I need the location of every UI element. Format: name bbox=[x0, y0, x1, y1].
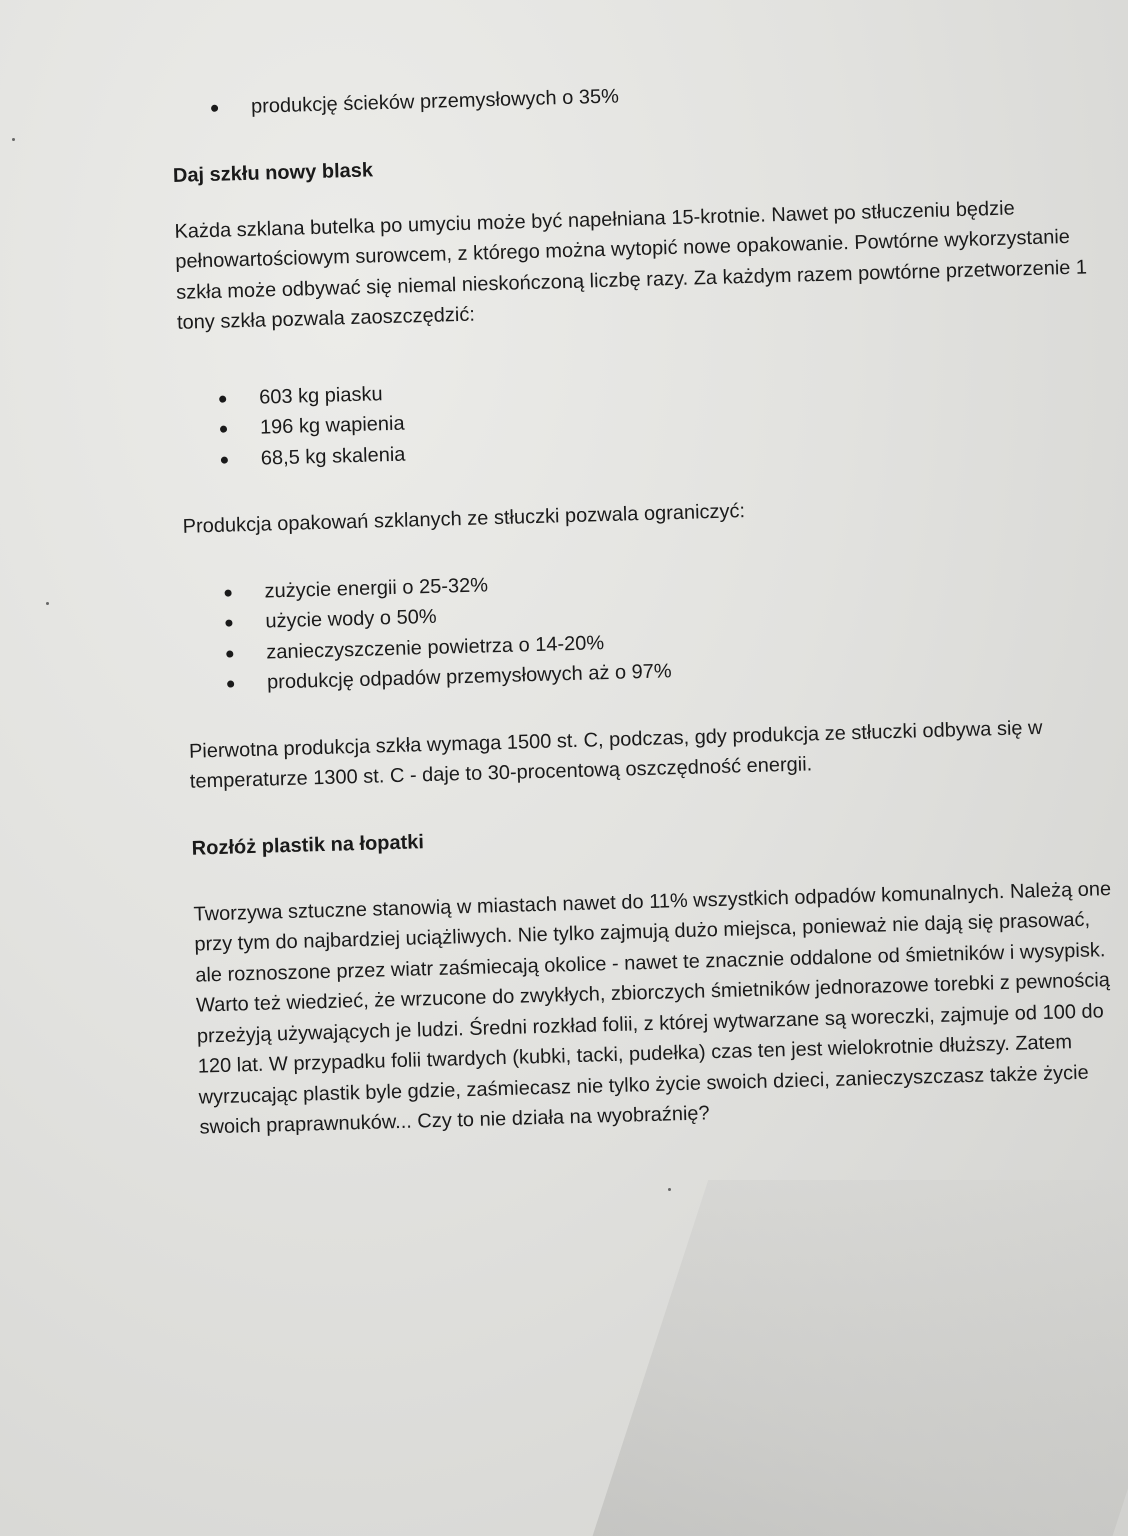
bullet-icon bbox=[225, 589, 232, 596]
paragraph-glass-intro: Każda szklana butelka po umyciu może być napełniana 15-krotnie. Nawet po stłuczeniu będzie pełnowartościowym surowcem, z którego można wytopić nowe opakowanie. Powtórne wykorzystanie szkła może odbywać się niemal nieskończoną liczbę razy. Za każdym razem powtórne przetworzenie 1 tony szkła pozwala zaoszczędzić: bbox=[174, 196, 1088, 334]
bullet-icon bbox=[219, 395, 226, 402]
bullet-icon bbox=[221, 456, 228, 463]
list-item: użycie wody o 50% bbox=[185, 583, 1105, 639]
list-item: zużycie energii o 25-32% bbox=[184, 553, 1104, 609]
paper-speck bbox=[12, 138, 15, 141]
list-item: zanieczyszczenie powietrza o 14-20% bbox=[186, 614, 1106, 670]
list-item: 196 kg wapienia bbox=[180, 389, 1100, 445]
bullet-icon bbox=[225, 619, 232, 626]
paragraph-glass-temperature: Pierwotna produkcja szkła wymaga 1500 st. C, podczas, gdy produkcja ze stłuczki odbywa się w temperaturze 1300 st. C - daje to 30-procentową oszczędność energii. bbox=[188, 716, 1043, 793]
list-item: 603 kg piasku bbox=[179, 359, 1099, 415]
document-body bbox=[170, 44, 1120, 1143]
list-item: 68,5 kg skalenia bbox=[180, 420, 1100, 476]
paper-speck bbox=[46, 602, 49, 605]
paper-speck bbox=[668, 1188, 671, 1191]
paper-fold-shadow bbox=[572, 1180, 1128, 1536]
list-item: produkcję odpadów przemysłowych aż o 97% bbox=[187, 644, 1107, 700]
bullet-icon bbox=[227, 680, 234, 687]
list-item: produkcję ścieków przemysłowych o 35% bbox=[171, 68, 1091, 124]
section-heading-glass: Daj szkłu nowy blask bbox=[172, 158, 374, 187]
bullet-icon bbox=[211, 105, 218, 112]
bullet-icon bbox=[220, 426, 227, 433]
bullet-icon bbox=[226, 650, 233, 657]
section-heading-plastic: Rozłóż plastik na łopatki bbox=[191, 830, 425, 860]
paragraph-plastic: Tworzywa sztuczne stanowią w miastach nawet do 11% wszystkich odpadów komunalnych. Należą one przy tym do najbardziej uciążliwych. Nie tylko zajmują dużo miejsca, ponieważ nie dają się prasować, ale roznoszone przez wiatr zaśmiecają okolice - nawet te znacznie oddalone od śmietników i wysypisk. Warto też wiedzieć, że wrzucone do zwykłych, zbiorczych śmietników jednorazowe torebki z pewnością przeżyją używających je ludzi. Średni rozkład folii, z której wytwarzane są woreczki, zajmuje od 100 do 120 lat. W przypadku folii twardych (kubki, tacki, pudełka) czas ten jest wielokrotnie dłuższy. Zatem wyrzucając plastik byle gdzie, zaśmiecasz nie tylko życie swoich dzieci, zanieczyszczasz także życie swoich praprawnuków... Czy to nie działa na wyobraźnię? bbox=[193, 877, 1112, 1139]
paragraph-glass-reduction: Produkcja opakowań szklanych ze stłuczki pozwala ograniczyć: bbox=[182, 500, 746, 538]
reductions-list bbox=[184, 553, 1107, 701]
